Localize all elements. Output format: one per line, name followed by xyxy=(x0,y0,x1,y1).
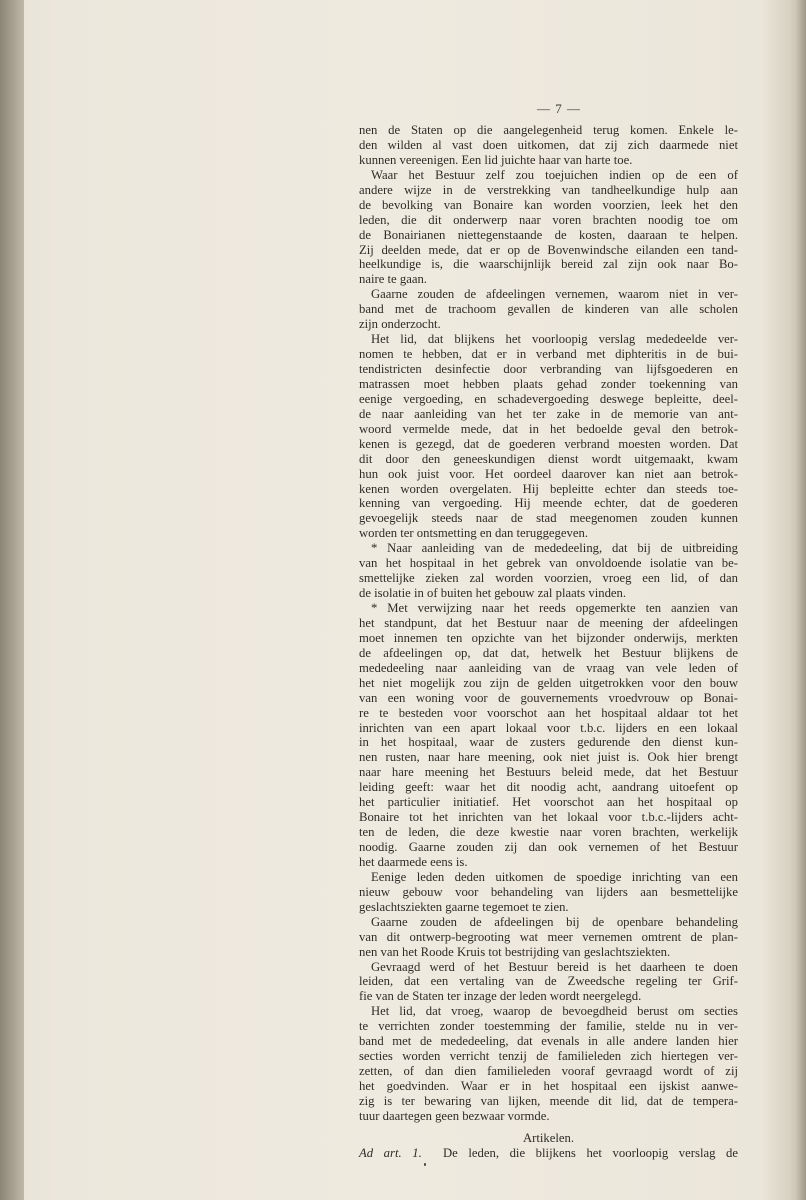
text-line: de bevolking van Bonaire kan worden voorzien, leek het den xyxy=(359,197,738,212)
text-line: band met de mededeeling, dat evenals in alle andere landen hier xyxy=(359,1034,738,1049)
text-line: leiden, dat een vertaling van de Zweedsche regeling ter Grif- xyxy=(359,974,738,989)
text-line: in het hospitaal, waar de zusters gedurende den dienst kun- xyxy=(359,735,738,750)
text-line: het goedvinden. Waar er in het hospitaal een ijskist aanwe- xyxy=(359,1079,738,1093)
text-line: noodig. Gaarne zouden zij dan ook vernemen of het Bestuur xyxy=(359,840,738,854)
text-line: van het hospitaal in het gebrek van onvoldoende isolatie van be- xyxy=(359,556,738,571)
text-line: secties worden verricht tenzij de familieleden zich hiertegen ver- xyxy=(359,1049,738,1064)
text-line: Gaarne zouden de afdeelingen vernemen, waarom niet in ver- xyxy=(371,287,738,302)
text-line: mededeeling naar aanleiding van de vraag van vele leden of xyxy=(359,660,738,675)
text-line: van een woning voor de gouvernements vroedvrouw op Bonai- xyxy=(359,690,738,705)
text-line: tuur daartegen geen bezwaar vormde. xyxy=(359,1108,550,1123)
text-line: Waar het Bestuur zelf zou toejuichen indien op de een of xyxy=(371,167,738,182)
text-line: van dit ontwerp-begrooting wat meer vernemen omtrent de plan- xyxy=(359,929,738,944)
text-line: smettelijke zieken zal worden voorzien, vroeg een lid, of dan xyxy=(359,571,738,586)
text-line: nomen te hebben, dat er in verband met diphteritis in de bui- xyxy=(359,347,738,362)
text-line: de afdeelingen op, dat dat, hetwelk het Bestuur blijkens de xyxy=(359,645,738,660)
text-line: nieuw gebouw voor behandeling van lijders aan besmettelijke xyxy=(359,884,738,899)
text-line: zijn onderzocht. xyxy=(359,317,441,332)
text-line: ten de leden, die deze kwestie naar voren brachten, werkelijk xyxy=(359,825,738,840)
article-line xyxy=(359,1146,738,1161)
text-line: hun ook juist voor. Het oordeel daarover kan niet aan betrok- xyxy=(359,466,738,481)
text-line: kunnen vereenigen. Een lid juichte haar van harte toe. xyxy=(359,152,633,167)
text-line: andere wijze in de verstrekking van tandheelkundige hulp aan xyxy=(359,182,738,197)
text-line: nen de Staten op die aangelegenheid terug komen. Enkele le- xyxy=(359,123,738,137)
text-line: de isolatie in of buiten het gebouw zal plaats vinden. xyxy=(359,586,627,601)
text-line: re te besteden voor voorschot aan het hospitaal aldaar tot het xyxy=(359,705,738,720)
text-line: worden ter ontsmetting en dan teruggegeven. xyxy=(359,526,589,541)
text-line: de naar aanleiding van het ter zake in de memorie van ant- xyxy=(359,406,738,421)
text-line: zetten, of dan dien familieleden vooraf gevraagd wordt of zij xyxy=(359,1064,738,1079)
text-line: het daarmede eens is. xyxy=(359,854,468,869)
text-line: * Met verwijzing naar het reeds opgemerkte ten aanzien van xyxy=(371,601,738,615)
text-line: moet innemen ten opzichte van het bijzonder onderwijs, merkten xyxy=(359,630,738,645)
text-line: geslachtsziekten gaarne tegemoet te zien. xyxy=(359,899,569,914)
paper-speck xyxy=(424,1163,426,1166)
text-line: het particulier initiatief. Het voorschot aan het hospitaal op xyxy=(359,795,738,810)
text-line: kenen worden overgelaten. Hij bepleitte echter dan steeds toe- xyxy=(359,481,738,496)
paragraph-lines xyxy=(359,123,738,1124)
text-line: gevoegelijk steeds naar de stad meegenomen zouden kunnen xyxy=(359,511,738,526)
text-line: fie van de Staten ter inzage der leden wordt neergelegd. xyxy=(359,989,642,1004)
book-gutter xyxy=(0,0,24,1200)
page-number: — 7 — xyxy=(537,101,581,116)
text-line: Het lid, dat blijkens het voorloopig verslag mededeelde ver- xyxy=(371,332,738,347)
text-line: te verrichten zonder toestemming der familie, stelde nu in ver- xyxy=(359,1019,738,1034)
text-line: heelkundige is, die waarschijnlijk bereid zal zijn ook naar Bo- xyxy=(359,257,738,272)
text-line: kenning van vergoeding. Hij meende echter, dat de goederen xyxy=(359,496,738,511)
text-line: zig is ter bewaring van lijken, meende dit lid, dat de tempera- xyxy=(359,1093,738,1108)
body-text xyxy=(359,123,738,1161)
text-line: eenige vergoeding, en schadevergoeding deswege bepleitte, deel- xyxy=(359,391,738,406)
text-line: tendistricten desinfectie door verbranding van lijfsgoederen en xyxy=(359,362,738,376)
section-heading: Artikelen. xyxy=(522,1130,575,1145)
text-line: het niet mogelijk zou zijn de gelden uitgetrokken voor den bouw xyxy=(359,675,738,690)
text-line: band met de trachoom gevallen de kinderen van alle scholen xyxy=(359,302,738,317)
text-line: Bonaire tot het inrichten van het lokaal voor t.b.c.-lijders acht- xyxy=(359,810,738,825)
text-line: inrichten van een apart lokaal voor t.b.c. lijders en een lokaal xyxy=(359,720,738,735)
text-line: leden, die dit onderwerp naar voren brachten noodig toe om xyxy=(359,212,738,227)
text-line: kenen is gezegd, dat de goederen verbrand moesten worden. Dat xyxy=(359,436,738,451)
text-line: leiding geeft: waar het dit noodig acht, aandrang uitoefent op xyxy=(359,780,738,795)
text-line: Gaarne zouden de afdeelingen bij de openbare behandeling xyxy=(371,914,738,929)
text-line: naar hare meening het Bestuurs beleid mede, dat het Bestuur xyxy=(359,765,738,780)
text-line: Zij deelden mede, dat er op de Bovenwindsche eilanden een tand- xyxy=(359,242,738,257)
text-line: * Naar aanleiding van de mededeeling, dat bij de uitbreiding xyxy=(371,541,738,556)
page-edge xyxy=(794,0,806,1200)
text-line: dit door den geneeskundigen dienst wordt uitgemaakt, kwam xyxy=(359,451,738,466)
text-line: naire te gaan. xyxy=(359,272,427,287)
text-line: den wilden al vast doen uitkomen, dat zij zich daarmede niet xyxy=(359,137,738,152)
text-line: matrassen moet hebben plaats gehad zonder toekenning van xyxy=(359,376,738,391)
text-line: Eenige leden deden uitkomen de spoedige inrichting van een xyxy=(371,869,738,884)
text-line: Het lid, dat vroeg, waarop de bevoegdheid berust om secties xyxy=(371,1004,738,1019)
text-line: nen rusten, naar hare meening, ook niet juist is. Ook hier brengt xyxy=(359,750,738,765)
article-label: Ad art. 1. xyxy=(359,1145,422,1160)
text-line: woord vermelde mede, dat in het bedoelde geval den betrok- xyxy=(359,421,738,436)
text-line: nen van het Roode Kruis tot bestrijding van geslachtsziekten. xyxy=(359,944,671,959)
text-line: het standpunt, dat het Bestuur naar de meening der afdeelingen xyxy=(359,615,738,630)
text-line: de Bonairianen niettegenstaande de kosten, daaraan te helpen. xyxy=(359,227,738,242)
text-line: Gevraagd werd of het Bestuur bereid is het daarheen te doen xyxy=(371,959,738,974)
article-text: De leden, die blijkens het voorloopig verslag de xyxy=(442,1145,739,1160)
